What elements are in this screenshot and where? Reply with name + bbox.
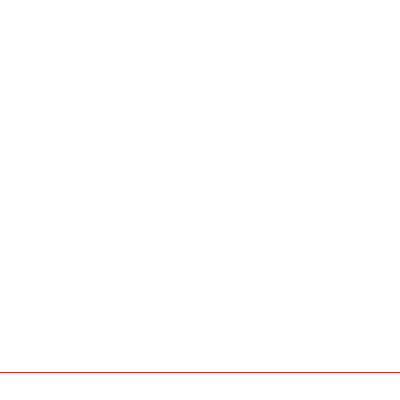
toc-entry[interactable] (2, 145, 188, 153)
toc-entry[interactable] (2, 29, 188, 37)
toc-entry[interactable] (2, 179, 188, 187)
toc-entry[interactable] (2, 121, 188, 129)
toc-entry[interactable] (2, 170, 188, 178)
toc-entry[interactable] (2, 104, 188, 112)
toc-entry[interactable] (2, 62, 188, 70)
toc-entry[interactable] (2, 154, 188, 162)
toc-entry[interactable] (2, 237, 188, 245)
toc-entry[interactable] (2, 46, 188, 54)
toc-entry[interactable] (2, 21, 188, 29)
toc-entry[interactable] (2, 137, 188, 145)
table-of-contents (2, 21, 188, 295)
toc-entry[interactable] (2, 187, 188, 195)
toc-entry[interactable] (2, 212, 188, 220)
toc-group-gap (2, 129, 188, 137)
footer-rule (0, 372, 400, 373)
toc-entry[interactable] (2, 195, 188, 203)
toc-entry[interactable] (2, 162, 188, 170)
toc-entry[interactable] (2, 262, 188, 270)
toc-entry[interactable] (2, 270, 188, 278)
toc-entry[interactable] (2, 287, 188, 295)
toc-entry[interactable] (2, 71, 188, 79)
toc-entry[interactable] (2, 112, 188, 120)
toc-entry[interactable] (2, 253, 188, 261)
toc-entry[interactable] (2, 204, 188, 212)
toc-entry[interactable] (2, 54, 188, 62)
toc-entry[interactable] (2, 228, 188, 236)
toc-group-gap (2, 96, 188, 104)
toc-entry[interactable] (2, 87, 188, 95)
toc-group-gap (2, 245, 188, 253)
toc-entry[interactable] (2, 38, 188, 46)
toc-group-gap (2, 220, 188, 228)
toc-entry[interactable] (2, 278, 188, 286)
toc-entry[interactable] (2, 79, 188, 87)
